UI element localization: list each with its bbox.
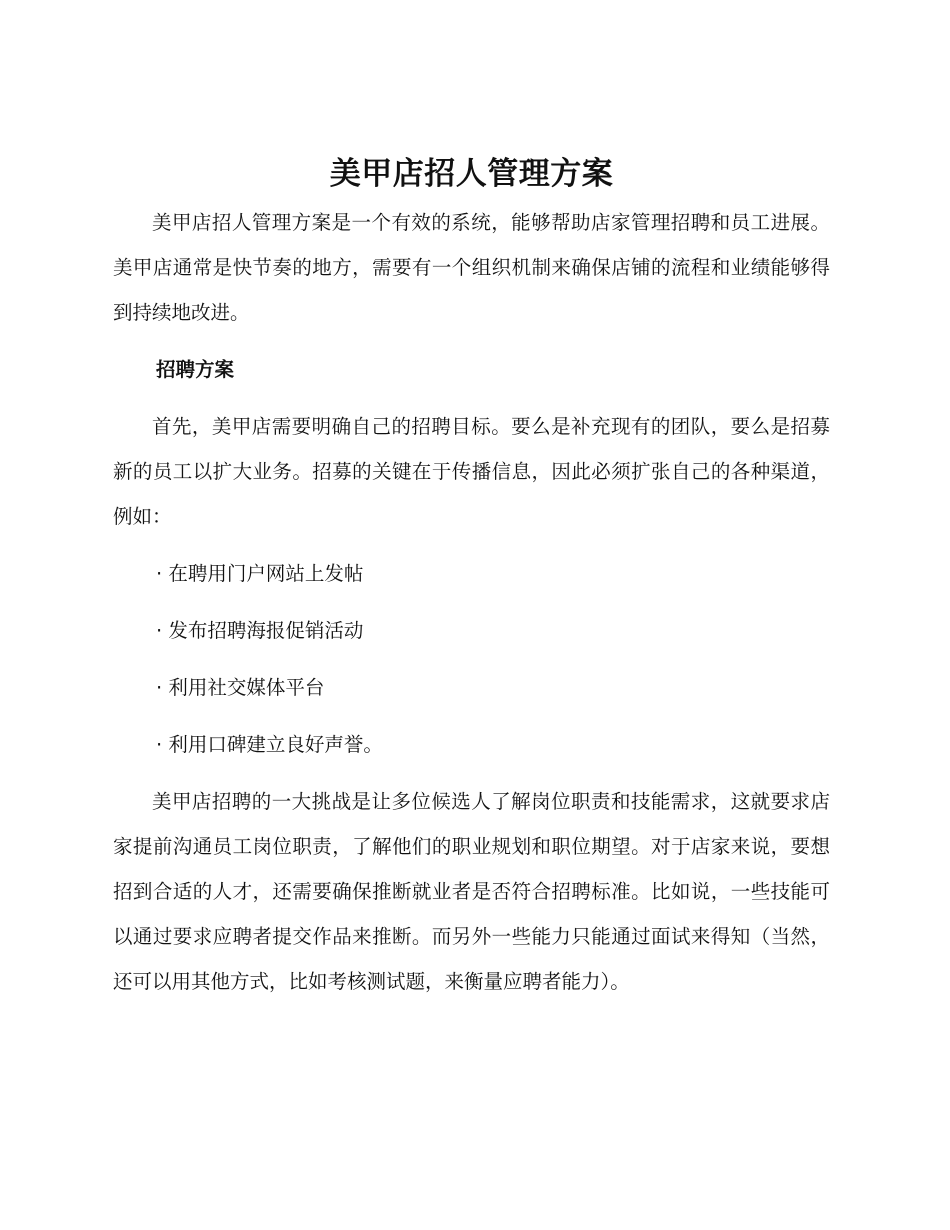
list-item: · 发布招聘海报促销活动 <box>156 619 364 642</box>
spacer <box>113 710 830 722</box>
spacer <box>113 392 830 404</box>
closing-paragraph: 美甲店招聘的一大挑战是让多位候选人了解岗位职责和技能需求，这就要求店家提前沟通员工岗位职责，了解他们的职业规划和职位期望。对于店家来说，要想招到合适的人才，还需要确保推断就业者是否符合招聘标准。比如说，一些技能可以通过要求应聘者提交作品来推断。而另外一些能力只能通过面试来得知（当然，还可以用其他方式，比如考核测试题，来衡量应聘者能力）。 <box>113 790 830 993</box>
intro-paragraph: 美甲店招人管理方案是一个有效的系统，能够帮助店家管理招聘和员工进展。美甲店通常是快节奏的地方，需要有一个组织机制来确保店铺的流程和业绩能够得到持续地改进。 <box>113 211 830 324</box>
list-item: · 在聘用门户网站上发帖 <box>156 562 364 585</box>
section-intro-paragraph: 首先，美甲店需要明确自己的招聘目标。要么是补充现有的团队，要么是招募新的员工以扩大业务。招募的关键在于传播信息，因此必须扩张自己的各种渠道，例如： <box>113 415 830 528</box>
list-item: · 利用口碑建立良好声誉。 <box>156 733 383 756</box>
document-title: 美甲店招人管理方案 <box>329 156 614 192</box>
channel-list <box>113 551 830 767</box>
list-item: · 利用社交媒体平台 <box>156 676 325 699</box>
document-page <box>113 148 830 1004</box>
spacer <box>113 335 830 347</box>
section-heading: 招聘方案 <box>156 358 235 381</box>
spacer <box>113 539 830 551</box>
spacer <box>113 767 830 779</box>
spacer <box>113 596 830 608</box>
spacer <box>113 653 830 665</box>
